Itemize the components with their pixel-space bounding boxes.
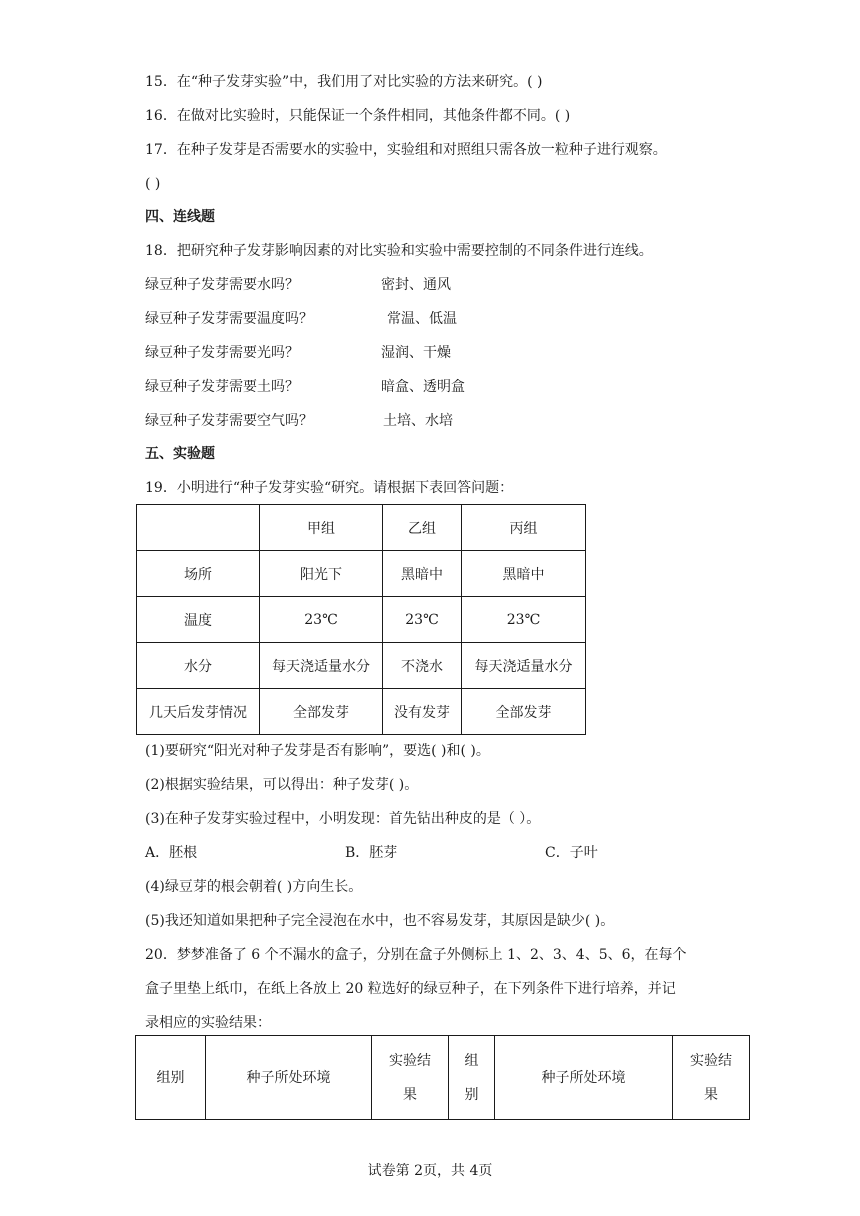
table-cell: 每天浇适量水分 — [260, 643, 383, 689]
matching-right-item: 密封、通风 — [381, 277, 451, 293]
table-cell: 23℃ — [462, 597, 586, 643]
question-19-4: (4)绿豆芽的根会朝着( )方向生长。 — [145, 879, 363, 895]
table-cell: 全部发芽 — [260, 689, 383, 735]
option-b: B．胚芽 — [345, 845, 398, 861]
question-15: 15．在“种子发芽实验”中，我们用了对比实验的方法来研究。( ) — [145, 74, 543, 90]
question-20-line-2: 盒子里垫上纸巾，在纸上各放上 20 粒选好的绿豆种子，在下列条件下进行培养，并记 — [145, 981, 676, 997]
table-cell: 甲组 — [260, 505, 383, 551]
experiment-table-19 — [136, 504, 586, 735]
experiment-table-20 — [135, 1035, 750, 1120]
question-19-1: (1)要研究“阳光对种子发芽是否有影响”，要选( )和( )。 — [145, 743, 490, 759]
matching-left-item: 绿豆种子发芽需要土吗？ — [145, 379, 299, 395]
question-19-3: (3)在种子发芽实验过程中，小明发现：首先钻出种皮的是（ ）。 — [145, 811, 541, 827]
section-4-title: 四、连线题 — [145, 209, 215, 225]
matching-left-item: 绿豆种子发芽需要光吗？ — [145, 345, 299, 361]
table-row — [137, 551, 586, 597]
table-cell: 黑暗中 — [383, 551, 462, 597]
question-19: 19．小明进行“种子发芽实验“研究。请根据下表回答问题： — [145, 480, 514, 496]
table-cell: 不浇水 — [383, 643, 462, 689]
page-footer: 试卷第 2页，共 4页 — [367, 1163, 493, 1179]
table-cell: 23℃ — [383, 597, 462, 643]
option-a: A．胚根 — [145, 845, 198, 861]
table-cell: 场所 — [137, 551, 260, 597]
matching-right-item: 土培、水培 — [383, 413, 453, 429]
option-c: C．子叶 — [545, 845, 598, 861]
matching-left-item: 绿豆种子发芽需要空气吗？ — [145, 413, 313, 429]
matching-left-item: 绿豆种子发芽需要温度吗？ — [145, 311, 313, 327]
table-cell: 丙组 — [462, 505, 586, 551]
table-cell: 阳光下 — [260, 551, 383, 597]
table-header-row — [137, 505, 586, 551]
matching-right-item: 湿润、干燥 — [381, 345, 451, 361]
table-cell: 种子所处环境 — [206, 1036, 372, 1120]
question-17: 17．在种子发芽是否需要水的实验中，实验组和对照组只需各放一粒种子进行观察。 — [145, 142, 667, 158]
table-cell: 水分 — [137, 643, 260, 689]
section-5-title: 五、实验题 — [145, 446, 215, 462]
table-header-row — [136, 1036, 750, 1120]
question-16: 16．在做对比实验时，只能保证一个条件相同，其他条件都不同。( ) — [145, 108, 571, 124]
table-row — [137, 643, 586, 689]
table-cell: 每天浇适量水分 — [462, 643, 586, 689]
matching-right-item: 暗盒、透明盒 — [381, 379, 465, 395]
matching-right-item: 常温、低温 — [387, 311, 457, 327]
table-cell: 组别 — [136, 1036, 206, 1120]
table-cell: 种子所处环境 — [495, 1036, 673, 1120]
table-row — [137, 689, 586, 735]
table-row — [137, 597, 586, 643]
question-19-2: (2)根据实验结果，可以得出：种子发芽( )。 — [145, 777, 419, 793]
table-cell: 温度 — [137, 597, 260, 643]
table-cell: 实验结果 — [673, 1036, 750, 1120]
table-cell — [137, 505, 260, 551]
question-20: 20．梦梦准备了 6 个不漏水的盒子，分别在盒子外侧标上 1、2、3、4、5、6，在每个 — [145, 947, 687, 963]
question-19-5: (5)我还知道如果把种子完全浸泡在水中，也不容易发芽，其原因是缺少( )。 — [145, 913, 615, 929]
question-17-answer: ( ) — [145, 176, 161, 192]
table-cell: 黑暗中 — [462, 551, 586, 597]
table-cell: 组别 — [449, 1036, 495, 1120]
table-cell: 乙组 — [383, 505, 462, 551]
table-cell: 没有发芽 — [383, 689, 462, 735]
table-cell: 几天后发芽情况 — [137, 689, 260, 735]
question-18: 18．把研究种子发芽影响因素的对比实验和实验中需要控制的不同条件进行连线。 — [145, 243, 653, 259]
matching-left-item: 绿豆种子发芽需要水吗？ — [145, 277, 299, 293]
question-20-line-3: 录相应的实验结果： — [145, 1015, 271, 1031]
table-cell: 实验结果 — [372, 1036, 449, 1120]
table-cell: 全部发芽 — [462, 689, 586, 735]
table-cell: 23℃ — [260, 597, 383, 643]
